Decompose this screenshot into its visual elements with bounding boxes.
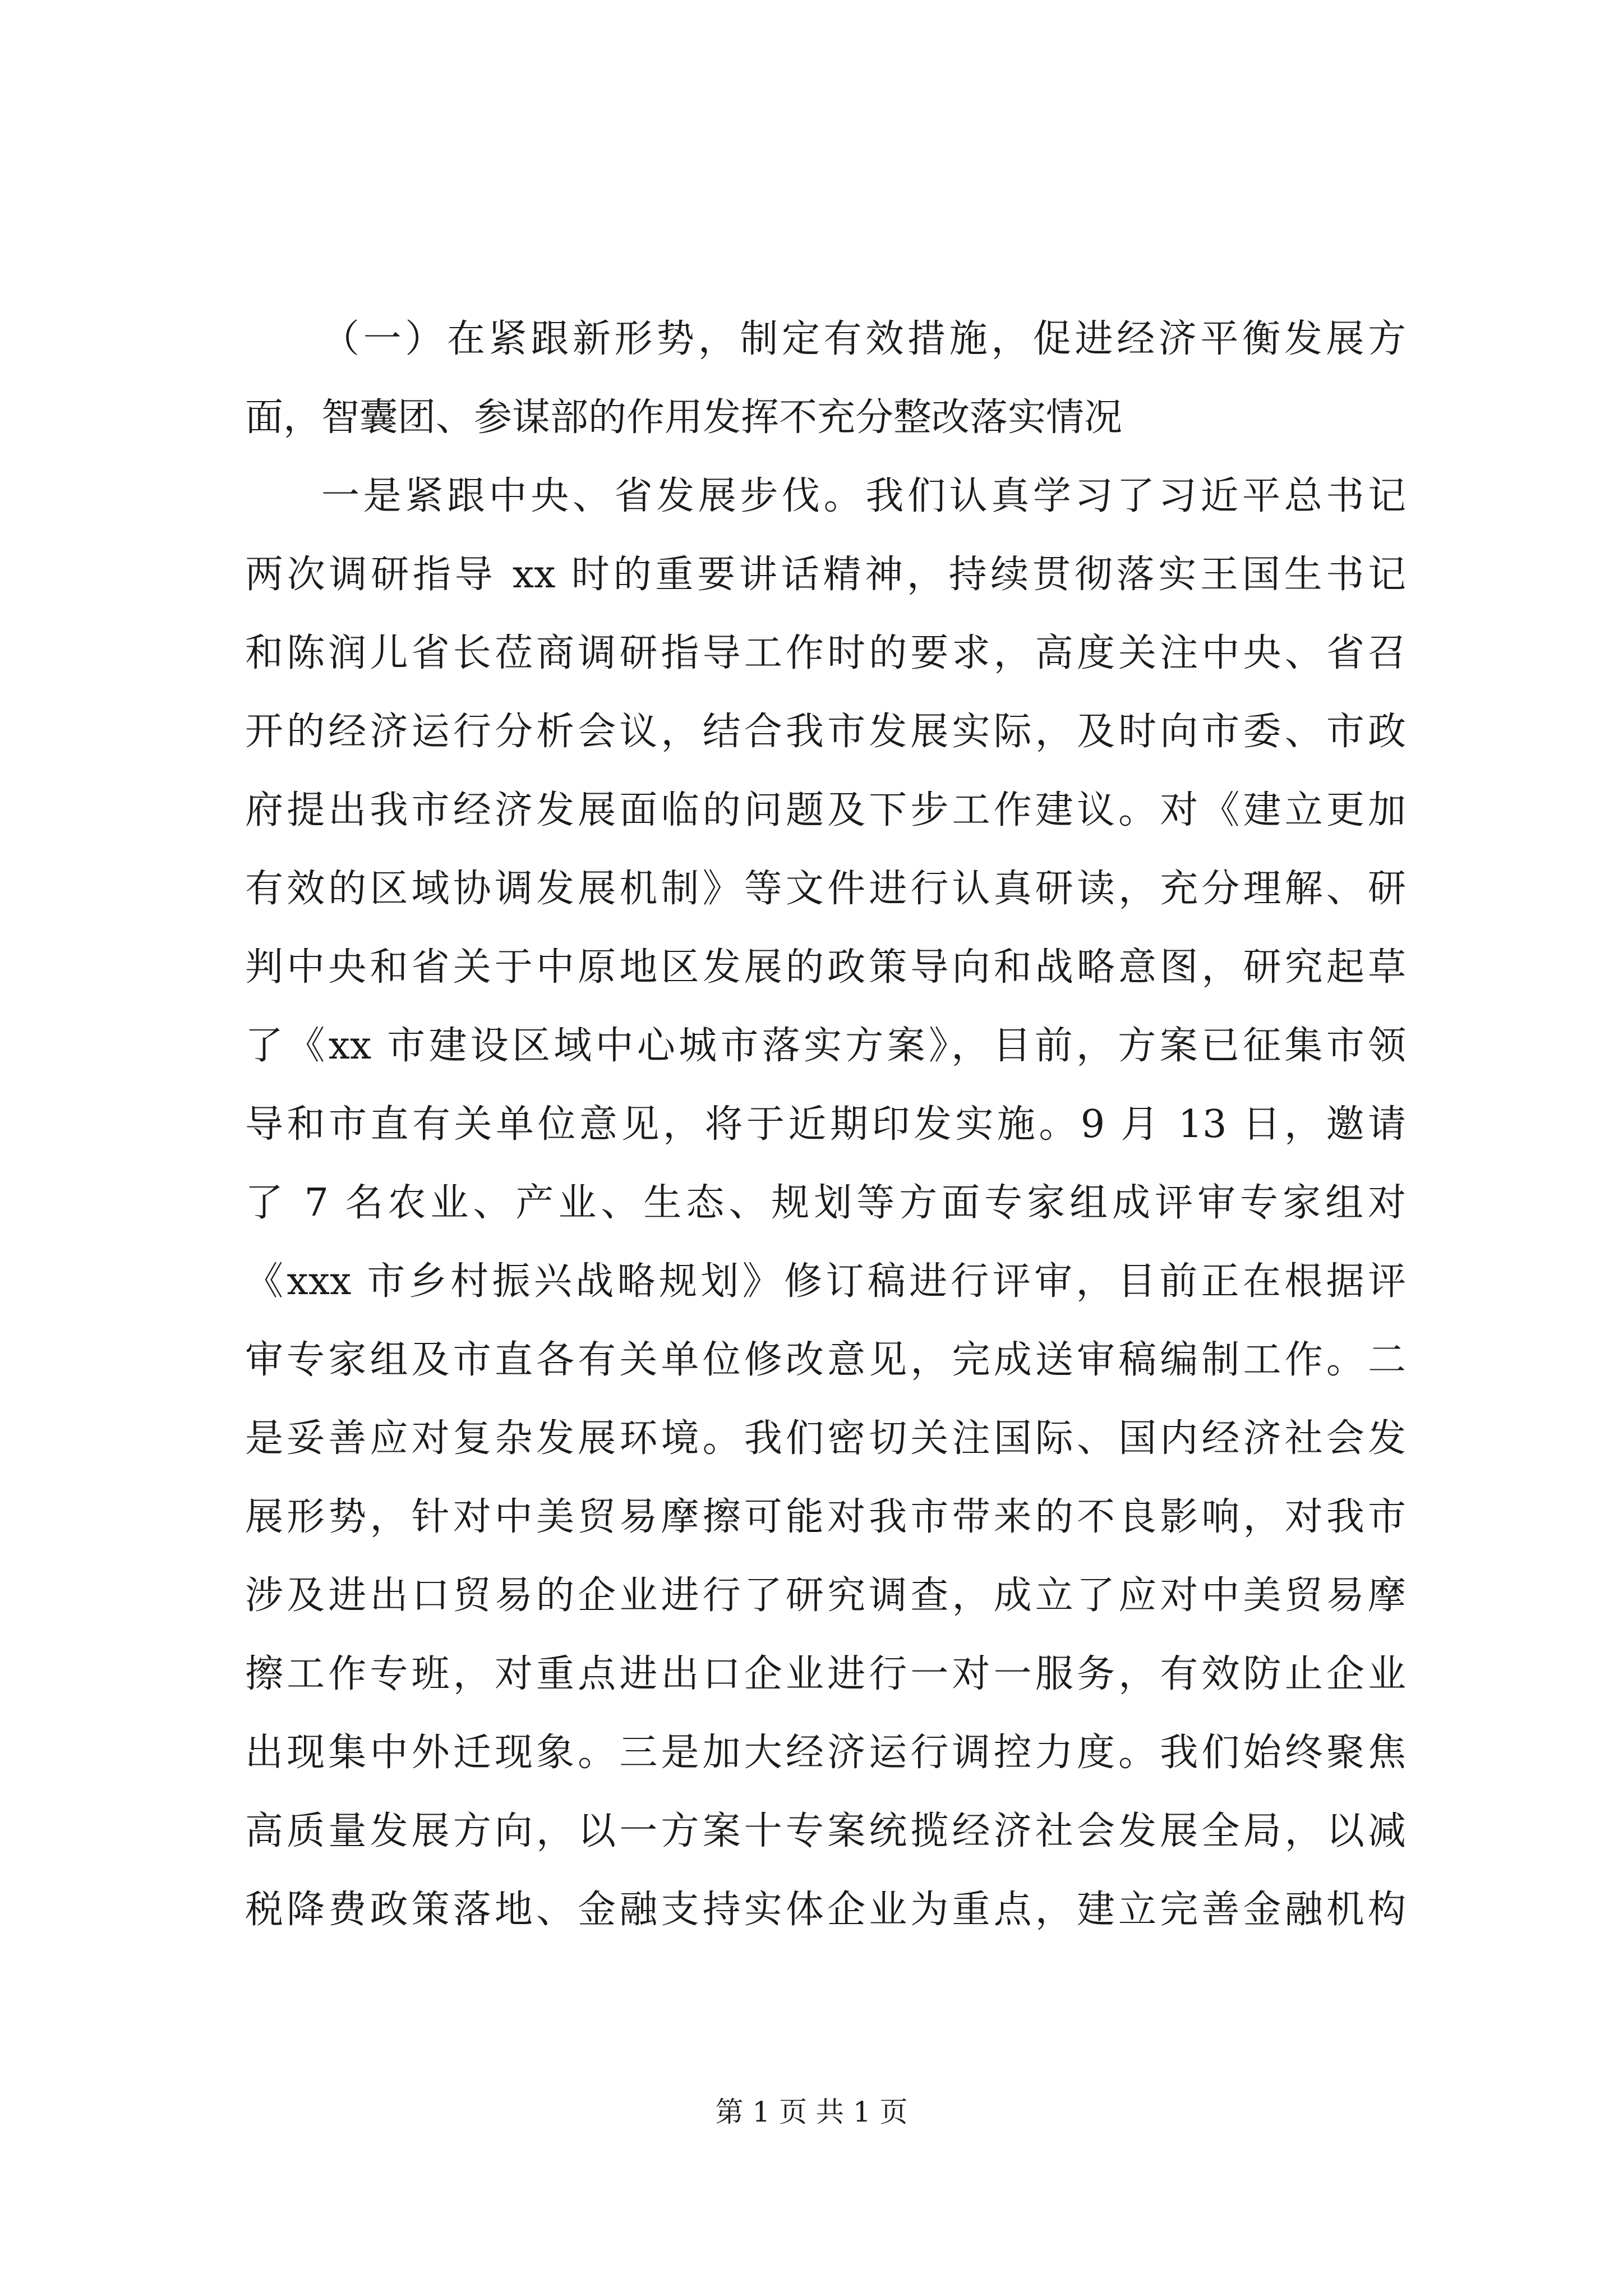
paragraph-line: 是妥善应对复杂发展环境。我们密切关注国际、国内经济社会发	[245, 1416, 1406, 1461]
paragraph-line: 了《xx 市建设区域中心城市落实方案》，目前，方案已征集市领	[245, 1024, 1406, 1068]
paragraph-line: 开的经济运行分析会议，结合我市发展实际，及时向市委、市政	[245, 710, 1406, 754]
paragraph-line: 判中央和省关于中原地区发展的政策导向和战略意图，研究起草	[245, 945, 1406, 990]
paragraph-line: 府提出我市经济发展面临的问题及下步工作建议。对《建立更加	[245, 788, 1406, 832]
paragraph-line: 《xxx 市乡村振兴战略规划》修订稿进行评审，目前正在根据评	[245, 1259, 1406, 1304]
paragraph-line: 导和市直有关单位意见，将于近期印发实施。9 月 13 日，邀请	[245, 1102, 1406, 1147]
heading-line: 面，智囊团、参谋部的作用发挥不充分整改落实情况	[245, 395, 1123, 440]
document-body	[245, 300, 1406, 1949]
paragraph-line: 高质量发展方向，以一方案十专案统揽经济社会发展全局，以减	[245, 1809, 1406, 1853]
paragraph-line: 涉及进出口贸易的企业进行了研究调查，成立了应对中美贸易摩	[245, 1573, 1406, 1618]
paragraph-line: 审专家组及市直各有关单位修改意见，完成送审稿编制工作。二	[245, 1338, 1406, 1382]
paragraph-line: 一是紧跟中央、省发展步伐。我们认真学习了习近平总书记	[321, 474, 1406, 518]
paragraph-line: 两次调研指导 xx 时的重要讲话精神，持续贯彻落实王国生书记	[245, 553, 1406, 597]
paragraph-line: 了 7 名农业、产业、生态、规划等方面专家组成评审专家组对	[245, 1181, 1406, 1225]
paragraph-line: 擦工作专班，对重点进出口企业进行一对一服务，有效防止企业	[245, 1652, 1406, 1696]
paragraph-line: 展形势，针对中美贸易摩擦可能对我市带来的不良影响，对我市	[245, 1495, 1406, 1539]
heading-line: （一）在紧跟新形势，制定有效措施，促进经济平衡发展方	[321, 317, 1406, 361]
paragraph-line: 税降费政策落地、金融支持实体企业为重点，建立完善金融机构	[245, 1888, 1406, 1932]
paragraph-line: 有效的区域协调发展机制》等文件进行认真研读，充分理解、研	[245, 867, 1406, 911]
paragraph-line: 和陈润儿省长莅商调研指导工作时的要求，高度关注中央、省召	[245, 631, 1406, 675]
paragraph-line: 出现集中外迁现象。三是加大经济运行调控力度。我们始终聚焦	[245, 1731, 1406, 1775]
page-footer: 第 1 页 共 1 页	[715, 2096, 908, 2128]
